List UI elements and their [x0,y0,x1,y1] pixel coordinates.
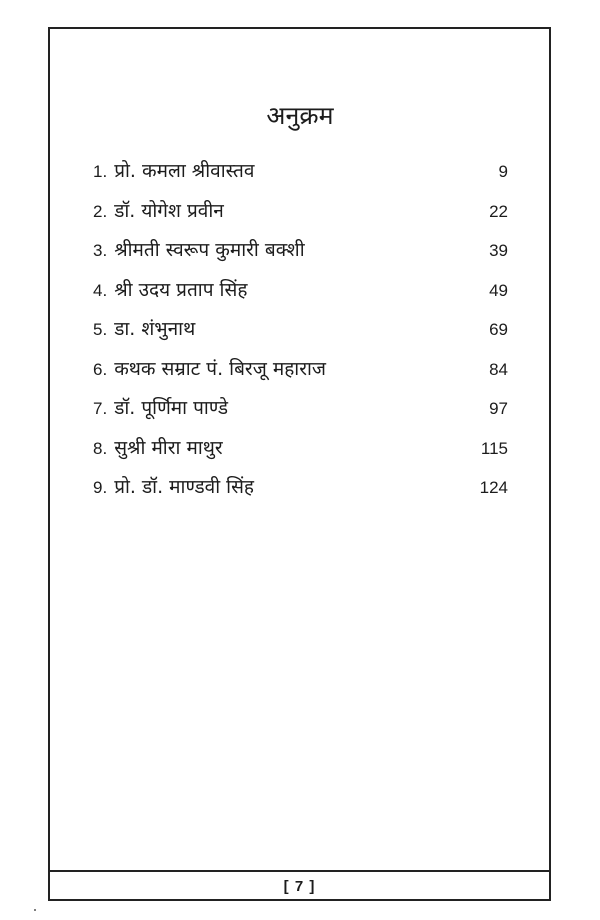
toc-entry [93,350,508,390]
entry-title: कथक सम्राट पं. बिरजू महाराज [114,357,327,380]
entry-page: 49 [489,280,508,300]
footer-divider [50,870,549,872]
toc-entry [93,152,508,192]
toc-list [93,152,508,508]
entry-title: श्रीमती स्वरूप कुमारी बक्शी [114,239,305,261]
entry-title: डा. शंभुनाथ [114,318,196,340]
toc-entry [93,192,508,232]
entry-number: 7. [93,399,108,418]
entry-number: 5. [93,320,108,339]
entry-title: श्री उदय प्रताप सिंह [114,278,248,301]
toc-entry [93,429,508,469]
entry-title: प्रो. डॉ. माण्डवी सिंह [114,476,255,498]
scan-speck [34,909,36,911]
entry-page: 39 [489,241,508,260]
entry-title: डॉ. पूर्णिमा पाण्डे [114,397,229,419]
entry-page: 84 [489,359,508,379]
entry-title: प्रो. कमला श्रीवास्तव [114,160,255,182]
entry-page: 22 [489,201,508,221]
entry-title: सुश्री मीरा माथुर [114,436,223,459]
toc-entry [93,468,508,508]
page-number: [ 7 ] [283,878,316,895]
toc-title: अनुक्रम [266,101,334,130]
toc-entry [93,389,508,429]
entry-number: 2. [93,201,108,221]
entry-page: 115 [480,438,508,458]
toc-entry [93,231,508,271]
entry-page: 69 [489,320,508,339]
entry-number: 3. [93,241,108,260]
entry-page: 9 [498,162,508,181]
entry-page: 97 [489,399,508,418]
toc-entry [93,271,508,311]
entry-number: 8. [93,438,108,458]
entry-number: 9. [93,478,108,497]
entry-page: 124 [479,478,508,497]
entry-number: 6. [93,359,108,379]
entry-number: 1. [93,162,108,181]
entry-number: 4. [93,280,108,300]
entry-title: डॉ. योगेश प्रवीन [114,199,224,222]
toc-entry [93,310,508,350]
